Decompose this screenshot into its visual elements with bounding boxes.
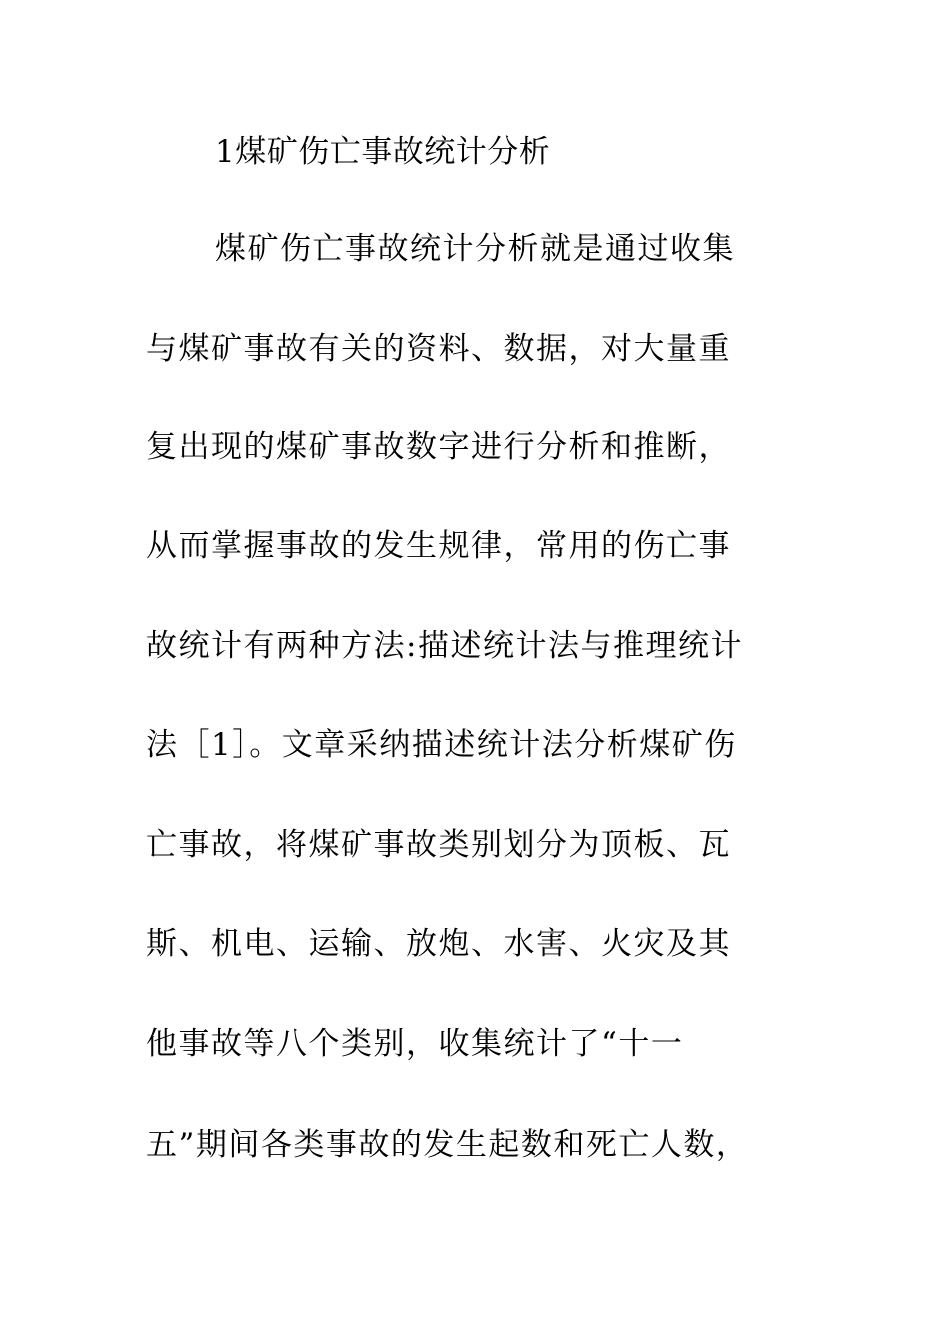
paragraph-line: 从而掌握事故的发生规律，常用的伤亡事	[146, 528, 731, 564]
paragraph-line: 故统计有两种方法:描述统计法与推理统计	[146, 628, 743, 664]
paragraph-line: 煤矿伤亡事故统计分析就是通过收集	[215, 231, 735, 267]
paragraph-line: 他事故等八个类别，收集统计了“十一	[146, 1026, 684, 1062]
paragraph-line: 复出现的煤矿事故数字进行分析和推断，	[146, 429, 731, 465]
paragraph-line: 与煤矿事故有关的资料、数据，对大量重	[146, 331, 731, 367]
paragraph-line: 亡事故，将煤矿事故类别划分为顶板、瓦	[146, 827, 731, 863]
paragraph-line: 五”期间各类事故的发生起数和死亡人数，	[146, 1127, 749, 1163]
section-heading: 1煤矿伤亡事故统计分析	[215, 134, 551, 170]
paragraph-line: 斯、机电、运输、放炮、水害、火灾及其	[146, 926, 731, 962]
paragraph-line: 法［1］。文章采纳描述统计法分析煤矿伤	[146, 727, 737, 763]
